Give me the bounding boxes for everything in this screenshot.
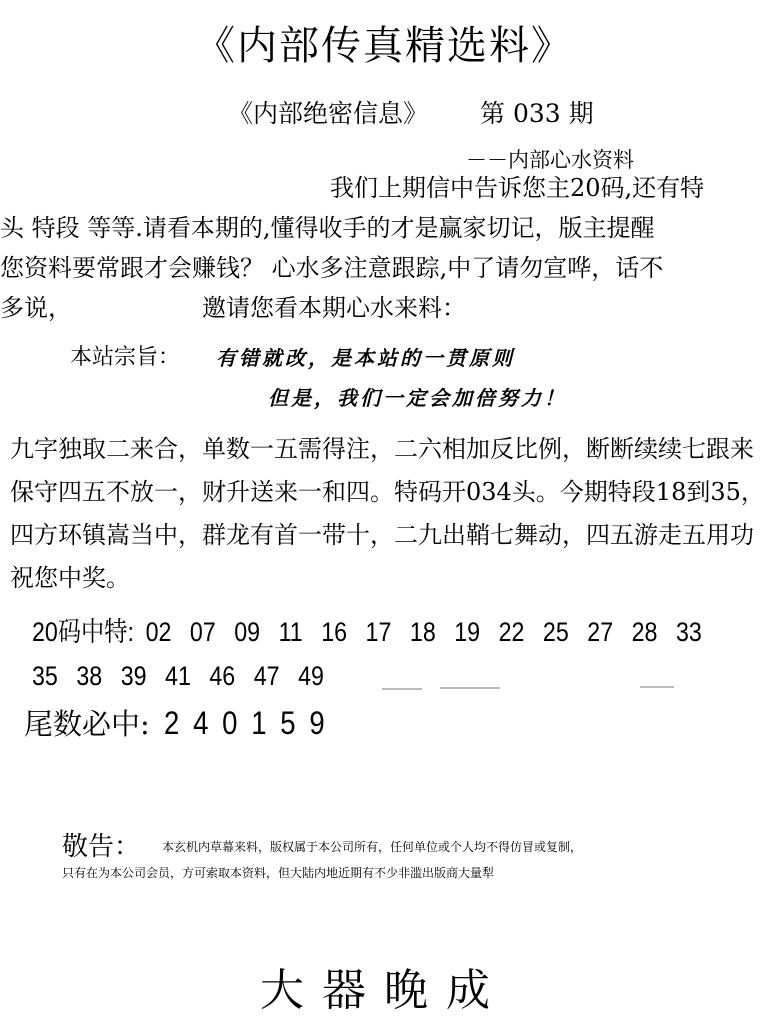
intro-line-text: 多说， <box>0 294 72 322</box>
code-number: 11 <box>278 617 303 647</box>
code-number: 35 <box>32 661 58 691</box>
issue-number: 第 033 期 <box>480 99 594 128</box>
code-number: 39 <box>120 661 147 691</box>
intro-paragraph <box>0 168 768 328</box>
notice-label: 敬告： <box>62 832 141 862</box>
intro-line <box>0 288 768 328</box>
intro-line: 头 特段 等等.请看本期的,懂得收手的才是赢家切记，版主提醒 <box>0 214 655 242</box>
code-number: 47 <box>253 661 280 691</box>
motto-label: 本站宗旨： <box>70 345 181 370</box>
intro-line: 您资料要常跟才会赚钱？ 心水多注意跟踪,中了请勿宣哗，话不 <box>0 254 664 282</box>
code-number: 22 <box>498 617 525 647</box>
page-title: 《内部传真精选料》 <box>195 23 573 69</box>
code-number: 27 <box>587 617 614 647</box>
code-number: 19 <box>454 617 481 647</box>
codes-label: 20码中特: <box>32 617 134 647</box>
code-number: 33 <box>675 617 702 647</box>
scan-speck <box>640 686 674 688</box>
scan-speck <box>440 687 500 689</box>
invite-text: 邀请您看本期心水来料： <box>202 294 466 322</box>
code-number: 28 <box>631 617 658 647</box>
tail-digits: 240159 <box>163 705 339 741</box>
codes-row <box>32 610 714 654</box>
code-number: 25 <box>542 617 569 647</box>
verse-line: 保守四五不放一，财升送来一和四。特码开034头。今期特段18到35， <box>10 478 765 506</box>
code-number: 38 <box>76 661 103 691</box>
footer-slogan: 大器晚成 <box>260 965 508 1016</box>
verse-line: 祝您中奖。 <box>10 564 130 592</box>
code-number: 09 <box>234 617 261 647</box>
verse-block <box>10 428 768 600</box>
verse-line: 四方环镇嵩当中，群龙有首一带十，二九出鞘七舞动，四五游走五用功 <box>10 521 754 549</box>
code-number: 07 <box>189 617 216 647</box>
code-number: 41 <box>165 661 191 691</box>
codes-block <box>32 610 714 698</box>
notice-text: 本玄机内草幕来料，版权属于本公司所有，任何单位或个人均不得仿冒或复制， <box>162 840 583 854</box>
byline: －－内部心水资料 <box>466 148 634 172</box>
tail-label: 尾数必中: <box>24 707 150 741</box>
verse-line: 九字独取二来合，单数一五需得注，二六相加反比例，断断续续七跟来 <box>10 435 754 463</box>
motto-line: 有错就改，是本站的一贯原则 <box>216 346 515 370</box>
code-number: 18 <box>409 617 436 647</box>
code-number: 17 <box>365 617 392 647</box>
subtitle: 《内部绝密信息》 <box>228 99 429 128</box>
code-number: 02 <box>145 617 172 647</box>
motto-line: 但是，我们一定会加倍努力！ <box>268 386 567 410</box>
scan-speck <box>382 688 422 690</box>
intro-line: 我们上期信中告诉您主20码,还有特 <box>330 174 705 202</box>
code-number: 49 <box>298 661 324 691</box>
code-number: 46 <box>209 661 236 691</box>
codes-row <box>32 654 714 698</box>
tail-block <box>24 702 367 743</box>
code-number: 16 <box>321 617 348 647</box>
notice-text: 只有在为本公司会员，方可索取本资料，但大陆内地近期有不少非滥出版商大量犁 <box>62 866 495 880</box>
